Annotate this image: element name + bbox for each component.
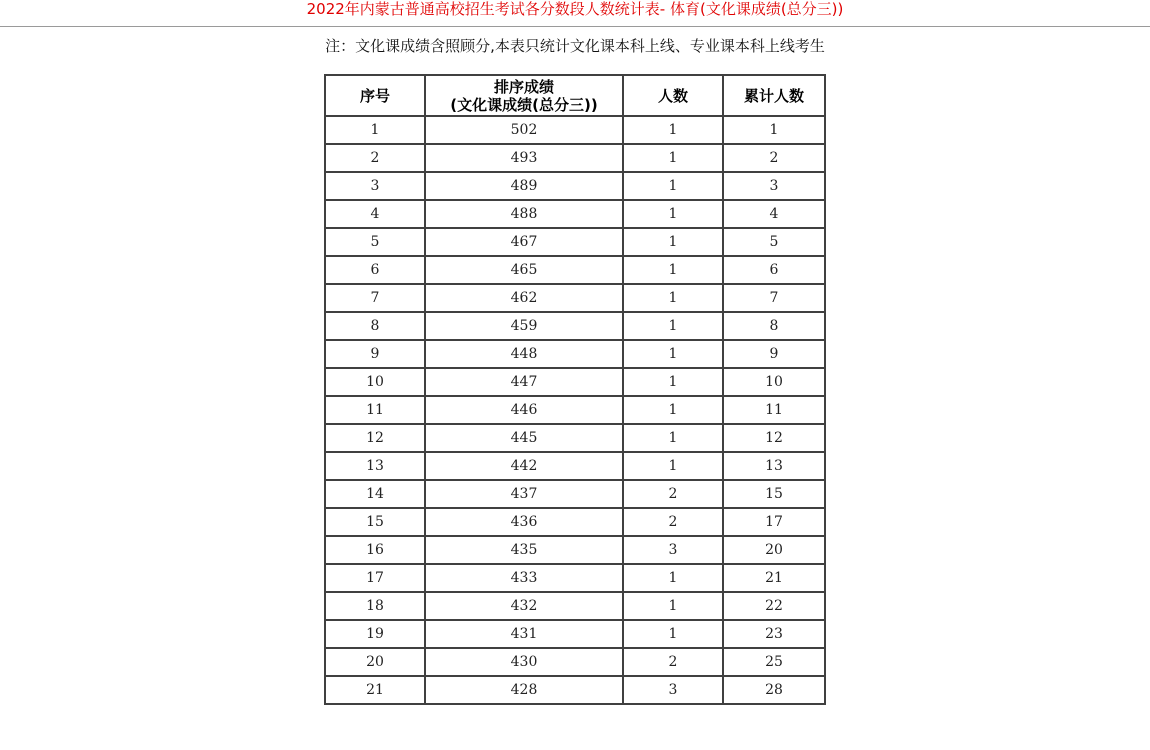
table-row [325, 620, 825, 648]
table-row [325, 536, 825, 564]
cell-count: 1 [623, 620, 723, 648]
table-row [325, 116, 825, 144]
cell-count: 2 [623, 508, 723, 536]
cell-cumulative: 13 [723, 452, 825, 480]
table-row [325, 312, 825, 340]
cell-score: 437 [425, 480, 623, 508]
cell-score: 465 [425, 256, 623, 284]
cell-score: 448 [425, 340, 623, 368]
cell-score: 432 [425, 592, 623, 620]
cell-rank: 13 [325, 452, 425, 480]
table-row [325, 592, 825, 620]
cell-count: 1 [623, 564, 723, 592]
cell-cumulative: 20 [723, 536, 825, 564]
cell-cumulative: 15 [723, 480, 825, 508]
header-score-line1: 排序成绩 [493, 77, 554, 96]
cell-score: 433 [425, 564, 623, 592]
cell-cumulative: 8 [723, 312, 825, 340]
cell-rank: 1 [325, 116, 425, 144]
cell-count: 1 [623, 200, 723, 228]
table-row [325, 340, 825, 368]
cell-score: 445 [425, 424, 623, 452]
cell-cumulative: 28 [723, 676, 825, 704]
cell-score: 431 [425, 620, 623, 648]
cell-count: 2 [623, 480, 723, 508]
cell-count: 1 [623, 368, 723, 396]
table-row [325, 648, 825, 676]
cell-cumulative: 10 [723, 368, 825, 396]
cell-score: 435 [425, 536, 623, 564]
cell-rank: 18 [325, 592, 425, 620]
cell-rank: 10 [325, 368, 425, 396]
table-header-row [325, 75, 825, 116]
table-row [325, 368, 825, 396]
table-row [325, 256, 825, 284]
table-row [325, 480, 825, 508]
cell-rank: 7 [325, 284, 425, 312]
cell-score: 436 [425, 508, 623, 536]
cell-score: 430 [425, 648, 623, 676]
cell-rank: 19 [325, 620, 425, 648]
cell-count: 1 [623, 424, 723, 452]
table-row [325, 452, 825, 480]
cell-count: 1 [623, 340, 723, 368]
cell-cumulative: 21 [723, 564, 825, 592]
divider [0, 26, 1150, 27]
table-body [325, 116, 825, 704]
cell-rank: 4 [325, 200, 425, 228]
cell-cumulative: 22 [723, 592, 825, 620]
table-row [325, 228, 825, 256]
table-row [325, 144, 825, 172]
cell-score: 493 [425, 144, 623, 172]
cell-rank: 11 [325, 396, 425, 424]
cell-count: 1 [623, 256, 723, 284]
cell-rank: 8 [325, 312, 425, 340]
cell-rank: 15 [325, 508, 425, 536]
cell-rank: 20 [325, 648, 425, 676]
cell-score: 459 [425, 312, 623, 340]
cell-cumulative: 7 [723, 284, 825, 312]
cell-count: 1 [623, 592, 723, 620]
table-row [325, 676, 825, 704]
cell-score: 489 [425, 172, 623, 200]
cell-count: 1 [623, 312, 723, 340]
cell-rank: 3 [325, 172, 425, 200]
cell-cumulative: 6 [723, 256, 825, 284]
table-row [325, 284, 825, 312]
table-row [325, 396, 825, 424]
table-row [325, 508, 825, 536]
cell-cumulative: 17 [723, 508, 825, 536]
cell-rank: 5 [325, 228, 425, 256]
cell-cumulative: 4 [723, 200, 825, 228]
cell-rank: 14 [325, 480, 425, 508]
cell-count: 3 [623, 676, 723, 704]
cell-cumulative: 1 [723, 116, 825, 144]
cell-count: 1 [623, 144, 723, 172]
cell-score: 428 [425, 676, 623, 704]
cell-rank: 6 [325, 256, 425, 284]
header-count: 人数 [623, 75, 723, 116]
cell-score: 442 [425, 452, 623, 480]
score-distribution-table [324, 74, 826, 705]
cell-score: 447 [425, 368, 623, 396]
cell-count: 3 [623, 536, 723, 564]
cell-count: 1 [623, 228, 723, 256]
cell-cumulative: 5 [723, 228, 825, 256]
header-cumulative: 累计人数 [723, 75, 825, 116]
table-row [325, 564, 825, 592]
cell-rank: 21 [325, 676, 425, 704]
cell-cumulative: 25 [723, 648, 825, 676]
cell-count: 1 [623, 172, 723, 200]
header-rank: 序号 [325, 75, 425, 116]
cell-cumulative: 2 [723, 144, 825, 172]
cell-rank: 9 [325, 340, 425, 368]
cell-score: 462 [425, 284, 623, 312]
header-score-line2: (文化课成绩(总分三)) [450, 95, 598, 114]
cell-cumulative: 9 [723, 340, 825, 368]
header-score [425, 75, 623, 116]
table-row [325, 424, 825, 452]
cell-score: 467 [425, 228, 623, 256]
cell-count: 1 [623, 396, 723, 424]
cell-rank: 17 [325, 564, 425, 592]
cell-count: 1 [623, 284, 723, 312]
cell-cumulative: 23 [723, 620, 825, 648]
table-row [325, 172, 825, 200]
cell-rank: 12 [325, 424, 425, 452]
table-row [325, 200, 825, 228]
cell-cumulative: 12 [723, 424, 825, 452]
table-note: 注：文化课成绩含照顾分,本表只统计文化课本科上线、专业课本科上线考生 [325, 37, 825, 55]
cell-cumulative: 11 [723, 396, 825, 424]
page-title: 2022年内蒙古普通高校招生考试各分数段人数统计表- 体育(文化课成绩(总分三)) [306, 0, 844, 18]
cell-rank: 2 [325, 144, 425, 172]
cell-count: 1 [623, 452, 723, 480]
cell-count: 1 [623, 116, 723, 144]
cell-score: 502 [425, 116, 623, 144]
cell-count: 2 [623, 648, 723, 676]
cell-score: 488 [425, 200, 623, 228]
cell-rank: 16 [325, 536, 425, 564]
cell-score: 446 [425, 396, 623, 424]
cell-cumulative: 3 [723, 172, 825, 200]
